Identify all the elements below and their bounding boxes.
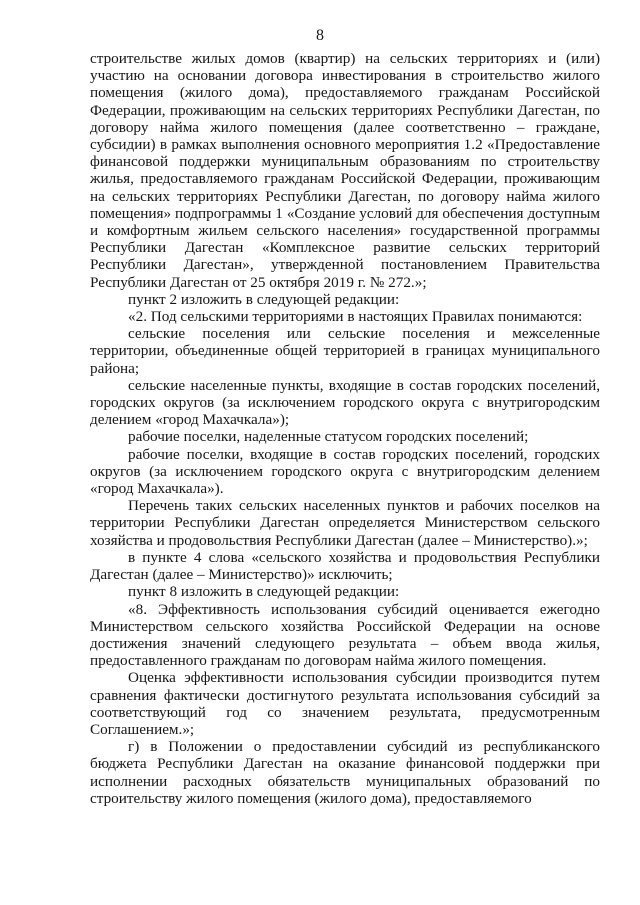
paragraph: сельские населенные пункты, входящие в состав городских поселений, городских округов (за исключением городского округа с внутригородским делением «город Махачкала»); bbox=[90, 376, 600, 429]
paragraph: «8. Эффективность использования субсидий оценивается ежегодно Министерством сельского хозяйства Российской Федерации на основе достижения значений следующего результата – объем ввода жилья, предоставленного гражданам по договорам найма жилого помещения. bbox=[90, 600, 600, 670]
paragraph: пункт 8 изложить в следующей редакции: bbox=[128, 583, 400, 601]
paragraph: строительстве жилых домов (квартир) на сельских территориях и (или) участию на основании договора инвестирования в строительство жилого помещения (жилого дома), предоставляемого гражданам Российской Федерации, проживающим на сельских территориях Республики Дагестан, по договору найма жилого помещения (далее соответственно – граждане, субсидии) в рамках выполнения основного мероприятия 1.2 «Предоставление финансовой поддержки муниципальным образованиям по строительству жилья, предоставляемого гражданам Российской Федерации, проживающим на сельских территориях Республики Дагестан, по договору найма жилого помещения» подпрограммы 1 «Создание условий для обеспечения доступным и комфортным жильем сельского населения» государственной программы Республики Дагестан «Комплексное развитие сельских территорий Республики Дагестан», утвержденной постановлением Правительства Республики Дагестан от 25 октября 2019 г. № 272.»; bbox=[90, 50, 600, 291]
paragraph: Перечень таких сельских населенных пунктов и рабочих поселков на территории Республики Дагестан определяется Министерством сельского хозяйства и продовольствия Республики Дагестан (далее – Министерство).»; bbox=[90, 497, 600, 549]
page-number: 8 bbox=[316, 27, 324, 44]
paragraph: г) в Положении о предоставлении субсидий из республиканского бюджета Республики Дагестан на оказание финансовой поддержки при исполнении расходных обязательств муниципальных образований по строительству жилого помещения (жилого дома), предоставляемого bbox=[90, 738, 600, 807]
paragraph: сельские поселения или сельские поселения и межселенные территории, объединенные общей территорией в границах муниципального района; bbox=[90, 325, 600, 377]
document-body bbox=[90, 50, 600, 807]
paragraph: «2. Под сельскими территориями в настоящих Правилах понимаются: bbox=[128, 308, 583, 326]
paragraph: в пункте 4 слова «сельского хозяйства и продовольствия Республики Дагестан (далее – Министерство)» исключить; bbox=[90, 548, 600, 584]
paragraph: пункт 2 изложить в следующей редакции: bbox=[128, 290, 400, 308]
paragraph: Оценка эффективности использования субсидии производится путем сравнения фактически достигнутого результата использования субсидий за соответствующий год со значением результата, предусмотренным Соглашением.»; bbox=[90, 669, 600, 738]
paragraph: рабочие поселки, входящие в состав городских поселений, городских округов (за исключением городского округа с внутригородским делением «город Махачкала»). bbox=[90, 445, 600, 498]
paragraph: рабочие поселки, наделенные статусом городских поселений; bbox=[128, 428, 529, 446]
